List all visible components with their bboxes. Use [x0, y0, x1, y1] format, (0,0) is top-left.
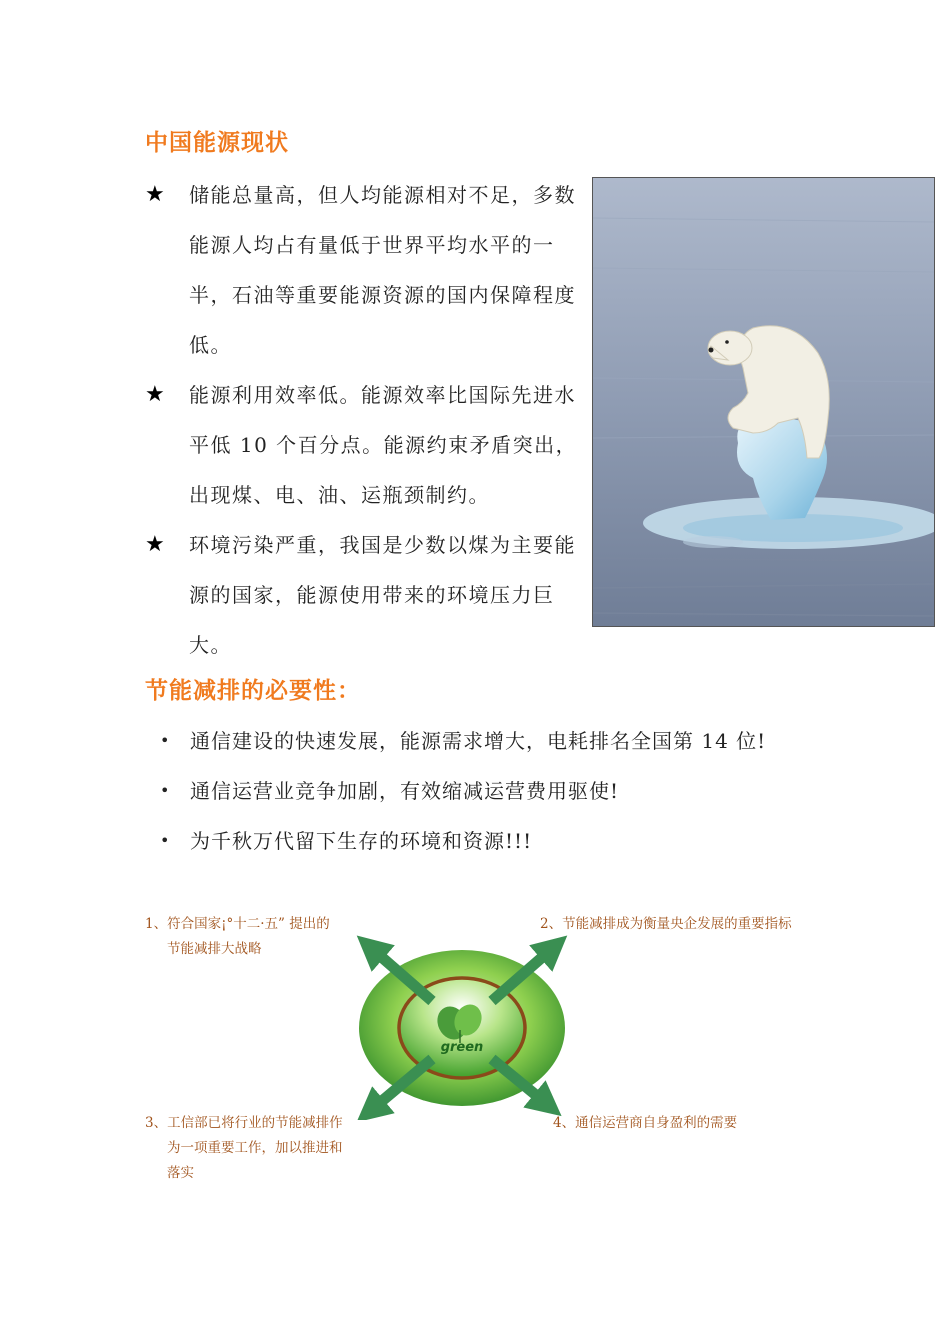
section-title-necessity: 节能减排的必要性： — [145, 678, 361, 704]
diagram-label-line: 2、节能减排成为衡量央企发展的重要指标 — [540, 916, 792, 932]
diagram-label-line: 为一项重要工作，加以推进和 — [167, 1140, 343, 1156]
green-energy-diagram — [350, 935, 575, 1120]
diagram-label-line: 节能减排大战略 — [167, 941, 262, 957]
list-item — [160, 816, 880, 866]
list-item-text: 储能总量高，但人均能源相对不足，多数能源人均占有量低于世界平均水平的一半，石油等重要能源资源的国内保障程度低。 — [189, 183, 576, 357]
polar-bear-photo — [592, 177, 935, 627]
star-icon: ★ — [145, 182, 167, 207]
list-item — [145, 170, 595, 370]
section-title-energy-status: 中国能源现状 — [145, 130, 289, 156]
star-icon: ★ — [145, 382, 167, 407]
star-icon: ★ — [145, 532, 167, 557]
list-item-text: 能源利用效率低。能源效率比国际先进水平低 10 个百分点。能源约束矛盾突出，出现煤、电、油、运瓶颈制约。 — [189, 383, 578, 507]
list-item-text: 为千秋万代留下生存的环境和资源!!! — [190, 829, 533, 853]
diagram-label-line: 落实 — [167, 1165, 194, 1181]
list-item-text: 环境污染严重，我国是少数以煤为主要能源的国家，能源使用带来的环境压力巨大。 — [189, 533, 576, 657]
diagram-label-4 — [553, 1111, 813, 1136]
bullet-icon: • — [160, 781, 171, 800]
energy-status-list — [145, 170, 595, 670]
diagram-label-line: 1、符合国家¡°十二·五” 提出的 — [145, 916, 330, 932]
list-item-text: 通信建设的快速发展，能源需求增大，电耗排名全国第 14 位! — [190, 729, 767, 753]
list-item — [145, 520, 595, 670]
diagram-label-3 — [145, 1111, 375, 1186]
green-circle-graphic — [350, 935, 575, 1120]
polar-bear-illustration — [593, 178, 935, 627]
bullet-icon: • — [160, 831, 171, 850]
diagram-label-line: 3、工信部已将行业的节能减排作 — [145, 1115, 343, 1131]
diagram-label-line: 4、通信运营商自身盈利的需要 — [553, 1115, 738, 1131]
list-item — [160, 766, 880, 816]
diagram-label-2 — [540, 912, 840, 937]
bullet-icon: • — [160, 731, 171, 750]
necessity-list — [160, 716, 880, 866]
list-item — [160, 716, 880, 766]
list-item-text: 通信运营业竞争加剧，有效缩减运营费用驱使! — [190, 779, 620, 803]
list-item — [145, 370, 595, 520]
green-logo-text: green — [440, 1040, 484, 1055]
